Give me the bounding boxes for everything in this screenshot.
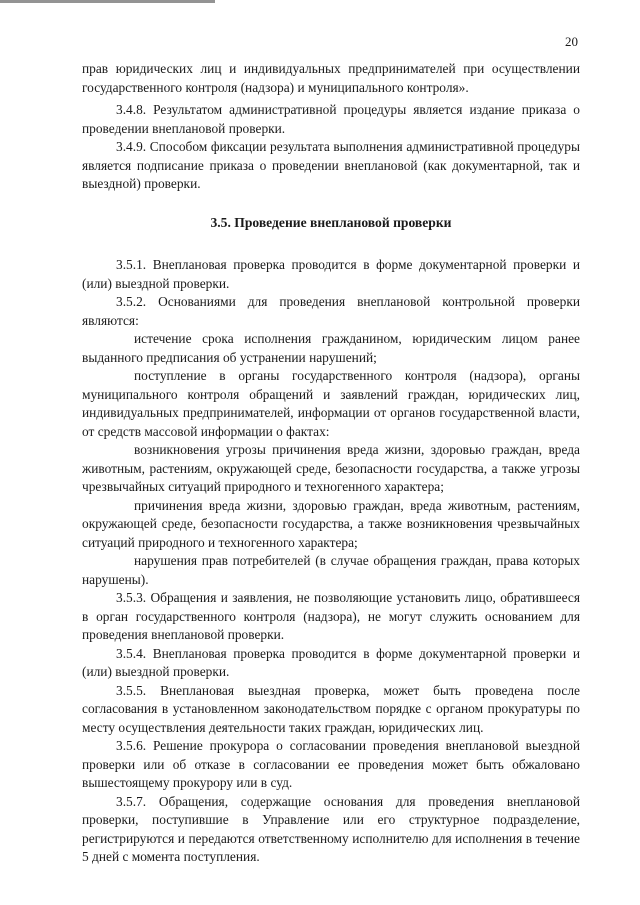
paragraph-3-5-6: 3.5.6. Решение прокурора о согласовании проведения внеплановой выездной проверки или об отказе в согласовании ее проведения может быть обжаловано вышестоящему прокурору или в суд. (82, 738, 580, 790)
paragraph-3-5-4: 3.5.4. Внеплановая проверка проводится в форме документарной проверки и (или) выездной проверки. (82, 645, 580, 679)
paragraph-3-5-3: 3.5.3. Обращения и заявления, не позволяющие установить лицо, обратившееся в орган государственного контроля (надзора), не могут служить основанием для проведения внеплановой проверки. (82, 590, 580, 642)
paragraph-3-5-7: 3.5.7. Обращения, содержащие основания для проведения внеплановой проверки, поступившие в Управление или его структурное подразделение, регистрируются и передаются ответственному исполнителю для исполнения в течение 5 дней с момента поступления. (82, 793, 580, 864)
paragraph-3-4-9: 3.4.9. Способом фиксации результата выполнения административной процедуры является подписание приказа о проведении внеплановой (как документарной, так и выездной) проверки. (82, 139, 580, 191)
paragraph-ground-consumer: нарушения прав потребителей (в случае обращения граждан, права которых нарушены). (82, 553, 580, 587)
paragraph-ground-appeals: поступление в органы государственного контроля (надзора), органы муниципального контроля обращений и заявлений граждан, юридических лиц, индивидуальных предпринимателей, информации от органов государственной власти, от средств массовой информации о фактах: (82, 368, 580, 439)
paragraph-3-5-2: 3.5.2. Основаниями для проведения внеплановой контрольной проверки являются: (82, 294, 580, 328)
paragraph-ground-threat: возникновения угрозы причинения вреда жизни, здоровью граждан, вреда животным, растениям, окружающей среде, безопасности государства, а также угрозы чрезвычайных ситуаций природного и техногенного характера; (82, 442, 580, 494)
document-body (82, 60, 580, 867)
scan-artifact-line (0, 0, 215, 3)
page-number: 20 (565, 34, 578, 49)
paragraph-3-5-5: 3.5.5. Внеплановая выездная проверка, может быть проведена после согласования в установленном законодательством порядке с органом прокуратуры по месту осуществления деятельности таких граждан, юридических лиц. (82, 682, 580, 735)
section-heading: 3.5. Проведение внеплановой проверки (210, 214, 452, 230)
paragraph-ground-harm: причинения вреда жизни, здоровью граждан, вреда животным, растениям, окружающей среде, безопасности государства, а также возникновения чрезвычайных ситуаций природного и техногенного характера; (82, 497, 580, 550)
paragraph-3-5-1: 3.5.1. Внеплановая проверка проводится в форме документарной проверки и (или) выездной проверки. (82, 257, 580, 291)
paragraph-ground-expiry: истечение срока исполнения гражданином, юридическим лицом ранее выданного предписания об устранении нарушений; (82, 331, 580, 365)
paragraph-continuation: прав юридических лиц и индивидуальных предпринимателей при осуществлении государственного контроля (надзора) и муниципального контроля». (82, 61, 580, 95)
paragraph-3-4-8: 3.4.8. Результатом административной процедуры является издание приказа о проведении внеплановой проверки. (82, 102, 580, 136)
